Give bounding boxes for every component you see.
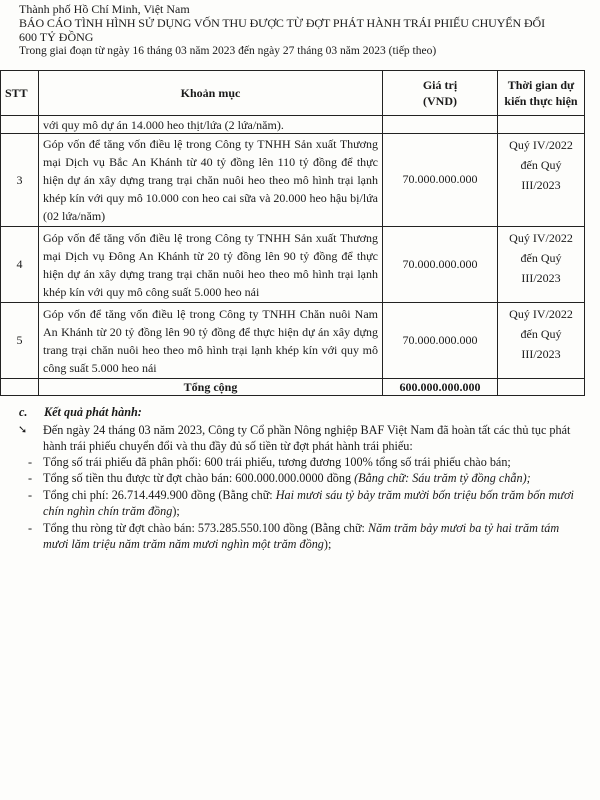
- cell-value: 70.000.000.000: [383, 227, 498, 303]
- time-line: đến Quý: [520, 251, 562, 265]
- section-letter: c.: [19, 405, 28, 419]
- section-title: Kết quả phát hành:: [44, 405, 142, 419]
- dash-bullet-icon: -: [28, 521, 33, 535]
- dash-bullet-icon: -: [28, 455, 33, 469]
- header-item: Khoản mục: [39, 71, 383, 116]
- time-line: Quý IV/2022: [509, 138, 573, 152]
- table-row: [1, 227, 585, 303]
- cell-time: [498, 134, 585, 227]
- bullet-bonds-distributed: [19, 454, 584, 470]
- time-line: Quý IV/2022: [509, 231, 573, 245]
- dash-bullet-icon: -: [28, 488, 33, 502]
- cell-stt: 5: [1, 303, 39, 379]
- time-line: đến Quý: [520, 158, 562, 172]
- table-total-row: [1, 379, 585, 396]
- city-line: Thành phố Hồ Chí Minh, Việt Nam: [19, 2, 190, 16]
- bullet-text: Tổng thu ròng từ đợt chào bán: 573.285.550.100 đồng (Bằng chữ:: [43, 521, 365, 535]
- bullet-end: );: [323, 537, 332, 551]
- header-value-unit: (VND): [423, 94, 457, 108]
- cell-item: Góp vốn để tăng vốn điều lệ trong Công ty TNHH Chăn nuôi Nam An Khánh từ 20 tỷ đồng lên 90 tỷ đồng để thực hiện dự án xây dựng trang trại chăn nuôi heo theo mô hình trại lạnh khép kín với quy mô công suất 5.000 heo nái: [39, 303, 383, 379]
- header-time-line2: kiến thực hiện: [504, 94, 578, 108]
- arrow-bullet-icon: ➘: [18, 423, 28, 436]
- table-header-row: [1, 71, 585, 116]
- total-label: Tổng cộng: [39, 379, 383, 396]
- cell-stt-empty: [1, 116, 39, 134]
- table-row: [1, 303, 585, 379]
- cell-item: Góp vốn để tăng vốn điều lệ trong Công ty TNHH Sản xuất Thương mại Dịch vụ Đông An Khánh từ 20 tỷ đồng lên 90 tỷ đồng để thực hiện dự án xây dựng trang trại chăn nuôi heo theo mô hình trại lạnh khép kín với quy mô công suất 5.000 heo nái: [39, 227, 383, 303]
- cell-time-empty: [498, 379, 585, 396]
- results-intro: [19, 422, 584, 454]
- cell-value: 70.000.000.000: [383, 303, 498, 379]
- bullet-total-proceeds: [19, 470, 584, 486]
- time-line: III/2023: [521, 347, 561, 361]
- header-value: [383, 71, 498, 116]
- section-heading: [19, 404, 584, 420]
- bullet-text: Tổng số tiền thu được từ đợt chào bán: 600.000.000.0000 đồng: [43, 471, 352, 485]
- cell-value-empty: [383, 116, 498, 134]
- dash-bullet-icon: -: [28, 471, 33, 485]
- bullet-amount-in-words: Hai mươi sáu tỷ bảy trăm mười bốn triệu bốn trăm bốn mươi chín nghìn chín trăm đồng: [43, 488, 574, 518]
- bullet-total-cost: [19, 487, 584, 519]
- cell-stt: 4: [1, 227, 39, 303]
- intro-text: Đến ngày 24 tháng 03 năm 2023, Công ty Cổ phần Nông nghiệp BAF Việt Nam đã hoàn tất các thủ tục phát hành trái phiếu chuyển đổi và thu đầy đủ số tiền từ đợt phát hành trái phiếu:: [43, 423, 571, 453]
- report-period: Trong giai đoạn từ ngày 16 tháng 03 năm 2023 đến ngày 27 tháng 03 năm 2023 (tiếp theo): [19, 45, 437, 57]
- bullet-text: Tổng chi phí: 26.714.449.900 đồng (Bằng chữ:: [43, 488, 273, 502]
- cell-item-continuation: với quy mô dự án 14.000 heo thịt/lứa (2 lứa/năm).: [39, 116, 383, 134]
- report-title: BÁO CÁO TÌNH HÌNH SỬ DỤNG VỐN THU ĐƯỢC TỪ ĐỢT PHÁT HÀNH TRÁI PHIẾU CHUYỂN ĐỔI: [19, 16, 546, 30]
- cell-value: [383, 134, 498, 227]
- header-stt: STT: [1, 71, 39, 116]
- cell-time: [498, 303, 585, 379]
- value-text: 70.000.000.000: [402, 171, 478, 186]
- time-line: Quý IV/2022: [509, 307, 573, 321]
- cell-time: [498, 227, 585, 303]
- header-time-line1: Thời gian dự: [507, 78, 575, 92]
- time-line: III/2023: [521, 178, 561, 192]
- header-value-label: Giá trị: [422, 78, 458, 92]
- cell-stt-empty: [1, 379, 39, 396]
- bullet-net-proceeds: [19, 520, 584, 552]
- time-line: III/2023: [521, 271, 561, 285]
- cell-item: Góp vốn để tăng vốn điều lệ trong Công ty TNHH Sản xuất Thương mại Dịch vụ Bắc An Khánh từ 40 tỷ đồng lên 110 tỷ đồng để thực hiện dự án xây dựng trang trại chăn nuôi heo theo mô hình trại lạnh khép kín với quy mô 10.000 con heo cai sữa và 20.000 heo hậu bị/lứa (02 lứa/năm): [39, 134, 383, 227]
- report-title-amount: 600 TỶ ĐỒNG: [19, 30, 94, 44]
- capital-usage-table: [0, 70, 585, 396]
- bullet-amount-in-words: (Bằng chữ: Sáu trăm tỷ đồng chẵn);: [354, 471, 531, 485]
- total-value: 600.000.000.000: [383, 379, 498, 396]
- table-row: [1, 134, 585, 227]
- cell-stt: 3: [1, 134, 39, 227]
- cell-time-empty: [498, 116, 585, 134]
- bullet-amount-in-words: Năm trăm bảy mươi ba tỷ hai trăm tám mươi lăm triệu năm trăm năm mươi nghìn một trăm đồng: [43, 521, 560, 551]
- header-time: [498, 71, 585, 116]
- issuance-results-section: [19, 404, 584, 552]
- time-line: đến Quý: [520, 327, 562, 341]
- bullet-end: );: [172, 504, 180, 518]
- table-row-continuation: [1, 116, 585, 134]
- bullet-text: Tổng số trái phiếu đã phân phối: 600 trái phiếu, tương đương 100% tổng số trái phiếu chào bán;: [43, 455, 511, 469]
